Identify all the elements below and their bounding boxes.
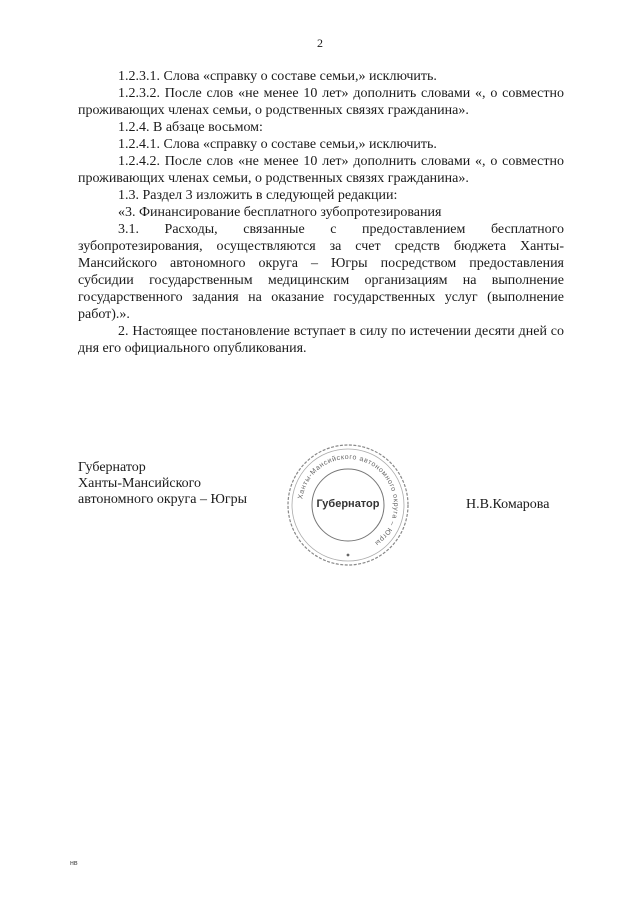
paragraph-1-2-4: 1.2.4. В абзаце восьмом:: [118, 120, 263, 135]
paragraph-1-2-3-2: 1.2.3.2. После слов «не менее 10 лет» дополнить словами «, о совместно проживающих членах семьи, о родственных связях гражданина».: [78, 86, 564, 118]
paragraph-1-3: 1.3. Раздел 3 изложить в следующей редакции:: [118, 188, 398, 203]
signatory-title-line-1: Губернатор: [78, 460, 146, 475]
paragraph-1-2-4-2: 1.2.4.2. После слов «не менее 10 лет» дополнить словами «, о совместно проживающих членах семьи, о родственных связях гражданина».: [78, 154, 564, 186]
paragraph-1-2-3-1: 1.2.3.1. Слова «справку о составе семьи,» исключить.: [118, 69, 437, 84]
signatory-title-line-3: автономного округа – Югры: [78, 492, 247, 507]
paragraph-3-1: 3.1. Расходы, связанные с предоставлением бесплатного зубопротезирования, осуществляются за счет средств бюджета Ханты-Мансийского автономного округа – Югры посредством предоставления субсидии государственным медицинским организациям на выполнение государственного задания на оказание государственных услуг (выполнение работ).».: [78, 222, 564, 322]
signatory-title-line-2: Ханты-Мансийского: [78, 476, 202, 491]
document-body: [78, 68, 564, 357]
executor-initials: нв: [70, 860, 78, 867]
official-seal: [283, 440, 413, 570]
paragraph-2: 2. Настоящее постановление вступает в силу по истечении десяти дней со дня его официального опубликования.: [78, 324, 564, 356]
section-3-heading: «3. Финансирование бесплатного зубопротезирования: [118, 205, 442, 220]
seal-ring-text: Ханты-Мансийского автономного округа – Югры: [297, 453, 400, 547]
seal-center-text: Губернатор: [316, 498, 380, 510]
paragraph-1-2-4-1: 1.2.4.1. Слова «справку о составе семьи,» исключить.: [118, 137, 437, 152]
signatory-title: [78, 460, 247, 508]
page-number: 2: [317, 36, 323, 50]
signatory-name: Н.В.Комарова: [466, 497, 550, 512]
